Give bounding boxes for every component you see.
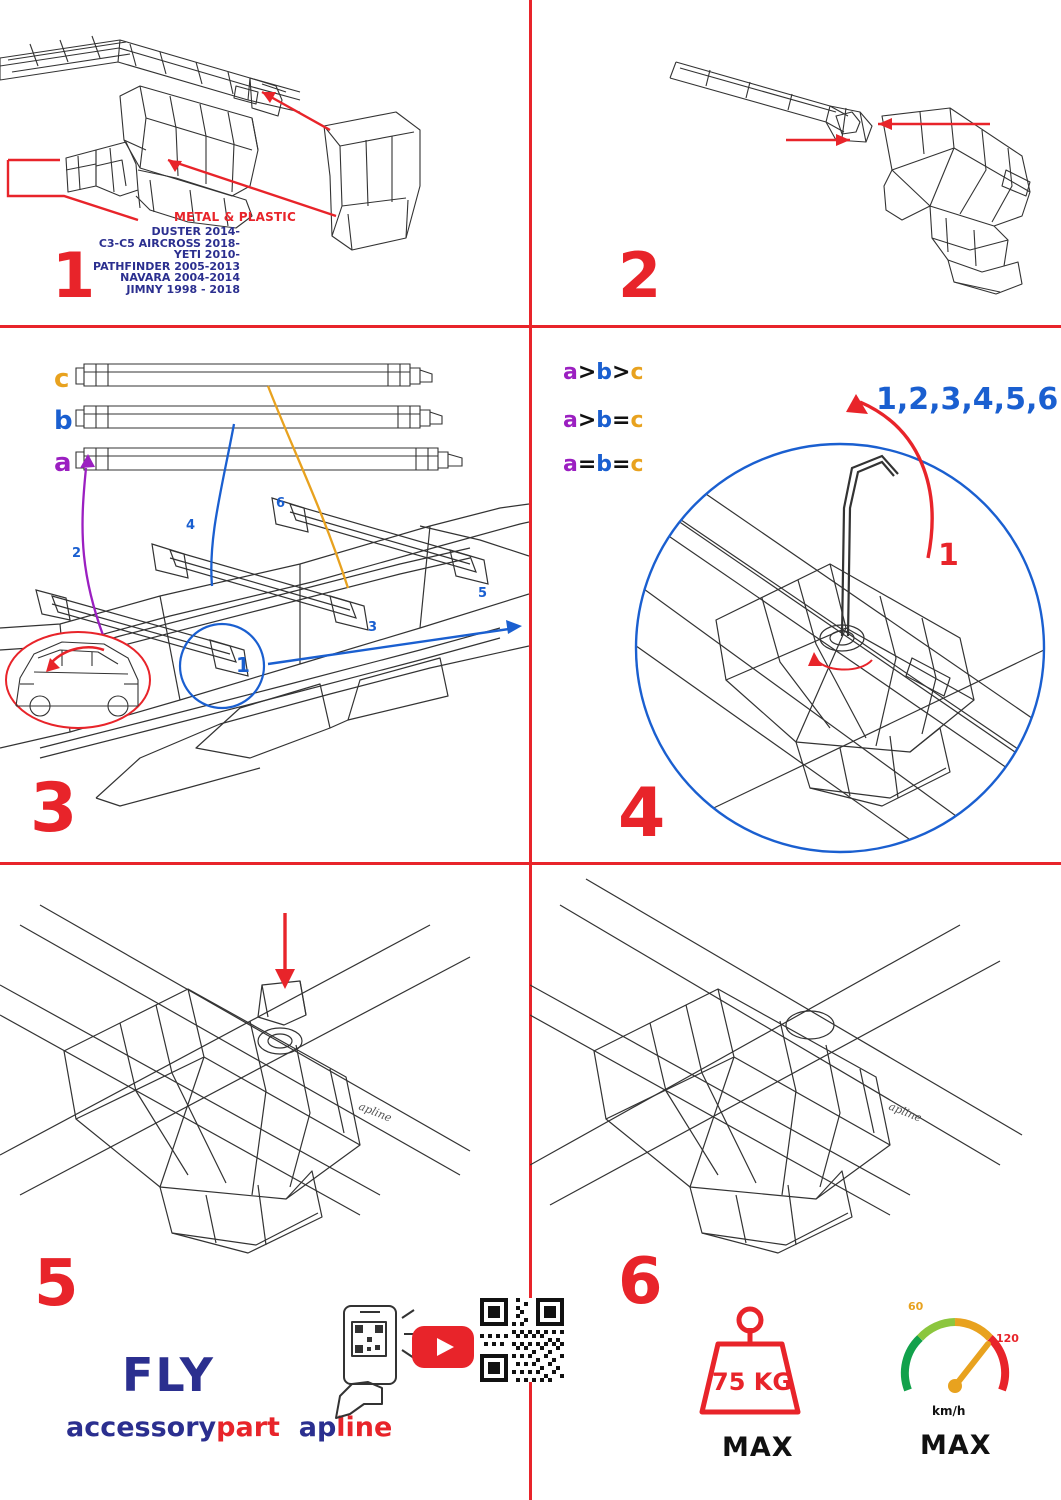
vehicle-item: YETI 2010-: [173, 248, 240, 261]
step4-callout-1: 1: [938, 538, 959, 573]
torque-sequence: [876, 382, 1058, 417]
eq-op: >: [577, 360, 597, 385]
eq-op: >: [577, 408, 597, 433]
eq-term-a: a: [563, 360, 578, 385]
eq-op: =: [577, 452, 597, 477]
point-number-3: 3: [368, 620, 378, 635]
circle-callout-1: 1: [236, 653, 250, 677]
step-6-panel: [530, 865, 1061, 1265]
eq-term-c: c: [630, 408, 644, 433]
brand-accessory: accessory: [66, 1412, 217, 1443]
step-number-5: 5: [34, 1247, 77, 1321]
step-2-panel: [530, 0, 1061, 325]
weight-max-label: MAX: [722, 1432, 794, 1463]
brand-line: line: [336, 1412, 393, 1443]
vehicle-item: C3-C5 AIRCROSS 2018-: [98, 236, 240, 250]
circle-highlight: [180, 624, 264, 708]
bar-label-b: b: [54, 406, 73, 436]
step-6-illustration: [530, 865, 1061, 1265]
vehicle-item: DUSTER 2014-: [151, 225, 240, 238]
step-number-3: 3: [30, 769, 76, 848]
point-number-5: 5: [478, 586, 488, 601]
eq-op: =: [612, 452, 631, 477]
product-name: FLY: [122, 1348, 215, 1402]
step-number-1: 1: [52, 239, 94, 312]
eq-term-c: c: [630, 452, 644, 477]
speed-unit-label: km/h: [932, 1404, 966, 1418]
point-number-2: 2: [72, 546, 82, 561]
step-number-6: 6: [618, 1245, 661, 1319]
bar-label-a: a: [54, 448, 72, 478]
point-number-4: 4: [186, 518, 196, 533]
step-3-panel: [0, 328, 529, 862]
weight-value: 75 KG: [712, 1368, 793, 1396]
step-number-2: 2: [618, 239, 660, 312]
eq-term-b: b: [596, 360, 613, 385]
youtube-icon[interactable]: [410, 1320, 480, 1372]
qr-code[interactable]: [480, 1298, 564, 1382]
eq-term-a: a: [563, 452, 578, 477]
eq-term-b: b: [596, 408, 613, 433]
brand-part: part: [216, 1412, 280, 1443]
eq-op: >: [612, 360, 631, 385]
step-5-illustration: [0, 865, 529, 1265]
sequence-text: 1,2,3,4,5,6: [876, 382, 1059, 417]
metal-plastic-title: METAL & PLASTIC: [174, 210, 296, 224]
eq-term-b: b: [596, 452, 613, 477]
apline-logo: apline: [356, 1099, 394, 1125]
car-inset-circle: [6, 632, 150, 728]
gauge-max-label: 120: [996, 1332, 1019, 1345]
eq-op: =: [612, 408, 631, 433]
weight-limit-icon: [690, 1300, 810, 1420]
bar-label-c: c: [54, 364, 70, 394]
eq-term-a: a: [563, 408, 578, 433]
point-number-6: 6: [276, 496, 286, 511]
brand-ap: ap: [298, 1412, 337, 1443]
step-3-illustration: [0, 328, 529, 862]
apline-logo: apline: [886, 1099, 924, 1125]
vehicle-item: NAVARA 2004-2014: [120, 271, 240, 284]
step-5-panel: [0, 865, 529, 1265]
gauge-min-label: 60: [908, 1300, 924, 1313]
step-2-illustration: [530, 0, 1061, 325]
vehicle-item: PATHFINDER 2005-2013: [93, 259, 240, 273]
eq-term-c: c: [630, 360, 644, 385]
speed-max-label: MAX: [920, 1430, 992, 1461]
vehicle-item: JIMNY 1998 - 2018: [126, 282, 240, 296]
step-number-4: 4: [618, 774, 664, 853]
